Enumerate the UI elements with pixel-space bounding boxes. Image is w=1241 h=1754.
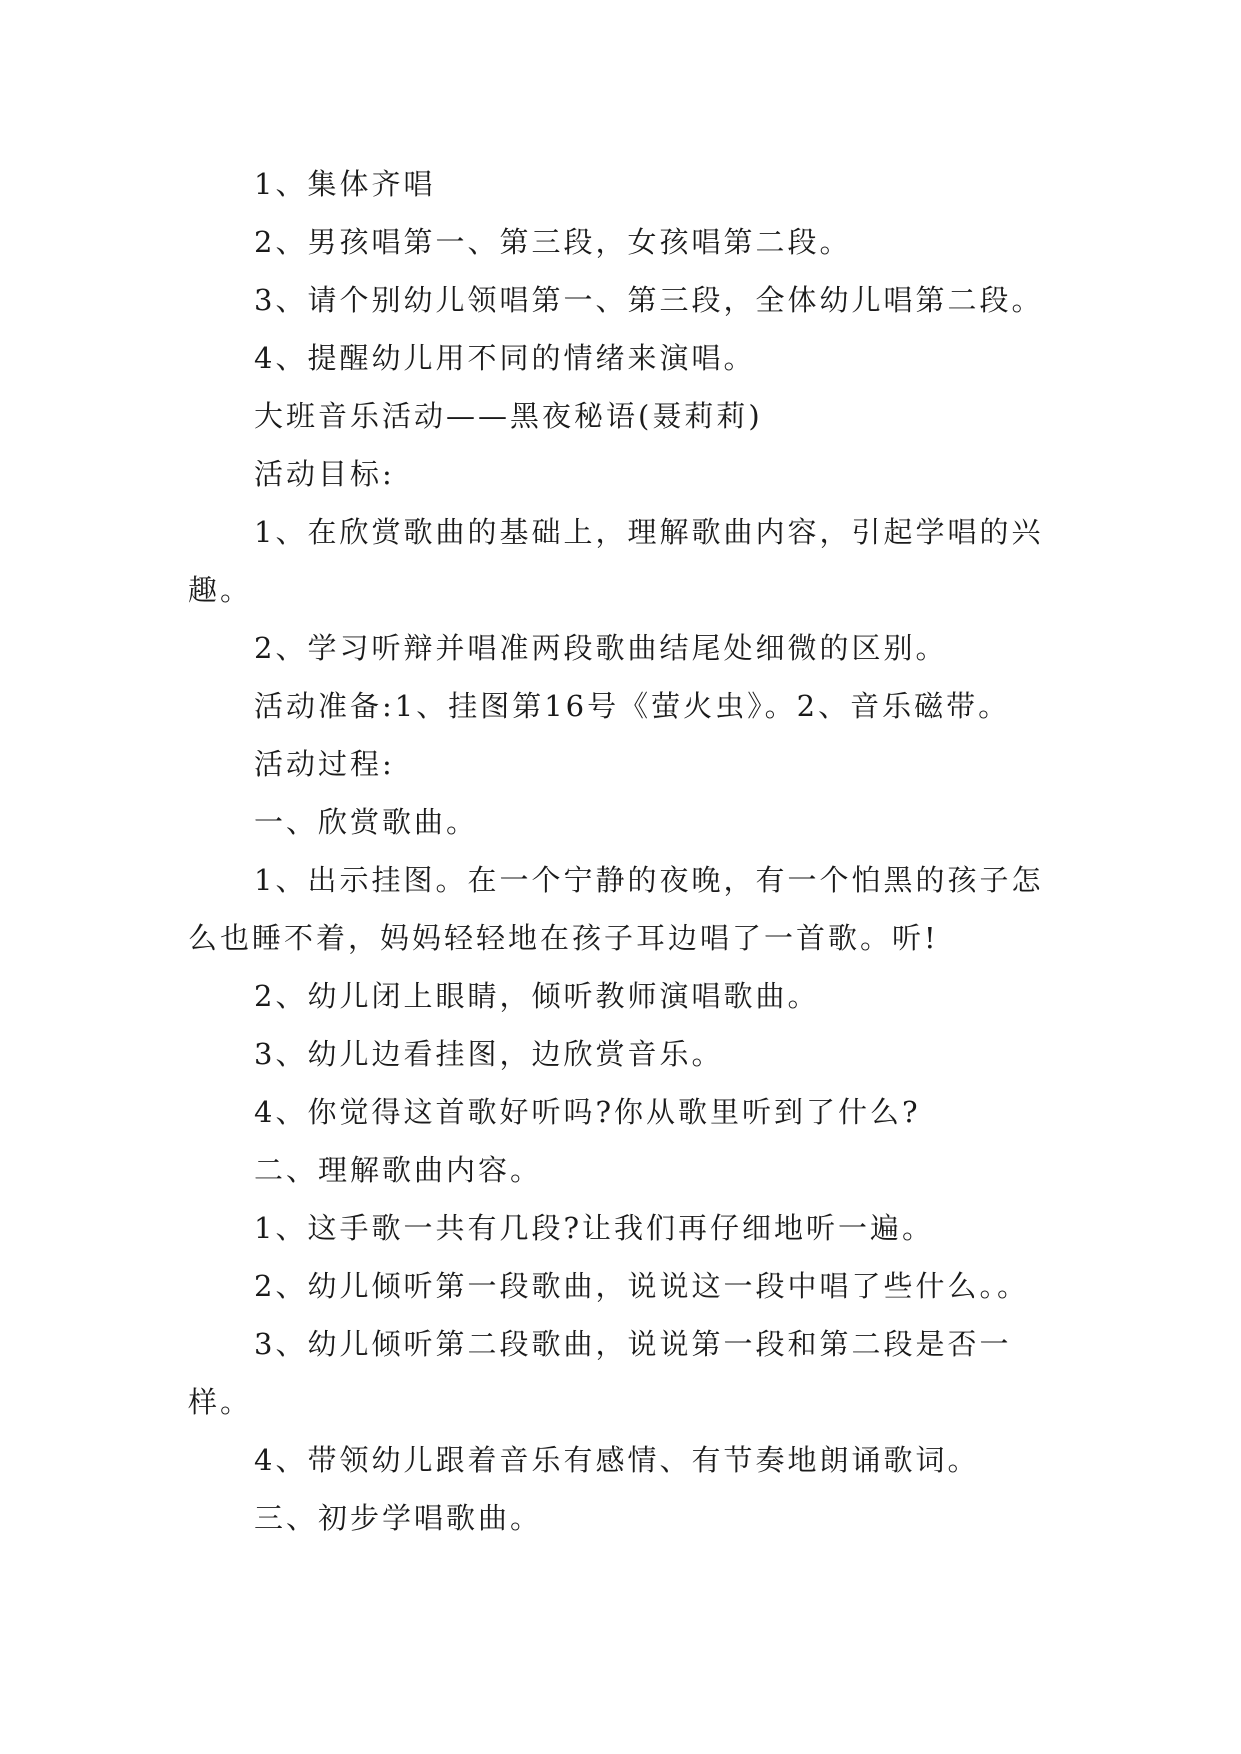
section-heading: 一、欣赏歌曲。 xyxy=(254,805,479,839)
section-heading: 活动目标: xyxy=(254,457,395,491)
paragraph: 1、出示挂图。在一个宁静的夜晚，有一个怕黑的孩子怎么也睡不着，妈妈轻轻地在孩子耳边唱了一首歌。听! xyxy=(188,863,1044,955)
paragraph: 1、集体齐唱 xyxy=(254,167,436,201)
paragraph: 2、幼儿闭上眼睛，倾听教师演唱歌曲。 xyxy=(254,979,820,1013)
section-heading: 三、初步学唱歌曲。 xyxy=(254,1501,543,1535)
paragraph: 3、幼儿边看挂图，边欣赏音乐。 xyxy=(254,1037,724,1071)
paragraph: 1、这手歌一共有几段?让我们再仔细地听一遍。 xyxy=(254,1211,934,1245)
paragraph: 3、请个别幼儿领唱第一、第三段，全体幼儿唱第二段。 xyxy=(254,283,1044,317)
paragraph: 1、在欣赏歌曲的基础上，理解歌曲内容，引起学唱的兴趣。 xyxy=(188,515,1044,607)
paragraph: 2、男孩唱第一、第三段，女孩唱第二段。 xyxy=(254,225,852,259)
paragraph: 4、提醒幼儿用不同的情绪来演唱。 xyxy=(254,341,756,375)
section-heading: 活动过程: xyxy=(254,747,395,781)
paragraph: 4、你觉得这首歌好听吗?你从歌里听到了什么? xyxy=(254,1095,921,1129)
paragraph: 4、带领幼儿跟着音乐有感情、有节奏地朗诵歌词。 xyxy=(254,1443,980,1477)
section-heading: 二、理解歌曲内容。 xyxy=(254,1153,543,1187)
paragraph: 活动准备:1、挂图第16号《萤火虫》。2、音乐磁带。 xyxy=(254,689,1011,723)
document-body xyxy=(188,155,1058,1547)
paragraph: 2、幼儿倾听第一段歌曲，说说这一段中唱了些什么。。 xyxy=(254,1269,1029,1303)
section-title: 大班音乐活动——黑夜秘语(聂莉莉) xyxy=(254,399,763,433)
paragraph: 2、学习听辩并唱准两段歌曲结尾处细微的区别。 xyxy=(254,631,948,665)
paragraph: 3、幼儿倾听第二段歌曲，说说第一段和第二段是否一样。 xyxy=(188,1327,1012,1419)
